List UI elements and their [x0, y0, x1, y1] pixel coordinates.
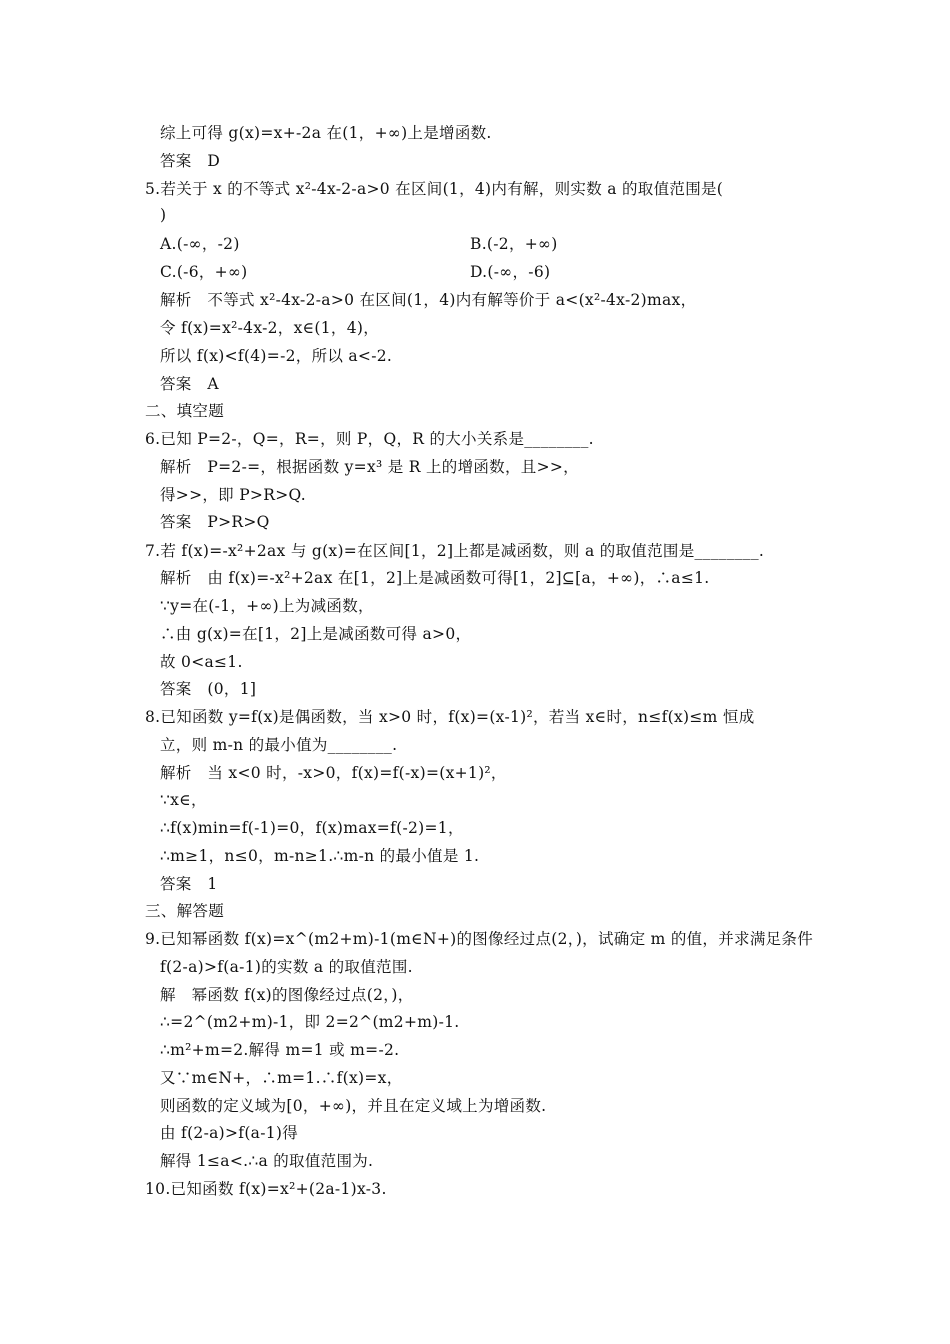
text-line: 所以 f(x)<f(4)=-2，所以 a<-2. [160, 347, 393, 365]
question-7: 7.若 f(x)=-x²+2ax 与 g(x)=在区间[1，2]上都是减函数，则 a 的取值范围是________. [145, 542, 765, 560]
text-line: ) [160, 206, 167, 224]
text-line: 故 0<a≤1. [160, 653, 243, 671]
text-line: 解得 1≤a<.∴a 的取值范围为. [160, 1152, 374, 1170]
text-line: 得>>，即 P>R>Q. [160, 486, 306, 504]
text-line: ∴f(x)min=f(-1)=0，f(x)max=f(-2)=1， [160, 819, 464, 837]
solution-line: 解 幂函数 f(x)的图像经过点(2，)， [160, 986, 414, 1004]
text-line: 由 f(2-a)>f(a-1)得 [160, 1124, 299, 1142]
question-5: 5.若关于 x 的不等式 x²-4x-2-a>0 在区间(1，4)内有解，则实数 a 的取值范围是( [145, 180, 724, 198]
analysis-line: 解析 不等式 x²-4x-2-a>0 在区间(1，4)内有解等价于 a<(x²-4x-2)max， [160, 291, 697, 309]
answer-line: 答案 (0，1] [160, 680, 257, 698]
question-10: 10.已知函数 f(x)=x²+(2a-1)x-3. [145, 1180, 387, 1198]
text-line: ∴m²+m=2.解得 m=1 或 m=-2. [160, 1041, 400, 1059]
question-6: 6.已知 P=2-，Q=，R=，则 P，Q，R 的大小关系是________. [145, 430, 594, 448]
answer-line: 答案 P>R>Q [160, 513, 270, 531]
text-line: f(2-a)>f(a-1)的实数 a 的取值范围. [160, 958, 413, 976]
text-line: 综上可得 g(x)=x+-2a 在(1，+∞)上是增函数. [160, 124, 492, 142]
section-heading: 二、填空题 [145, 402, 225, 420]
option-c: C.(-6，+∞) [160, 263, 248, 281]
analysis-line: 解析 P=2-=，根据函数 y=x³ 是 R 上的增函数，且>>， [160, 458, 579, 476]
question-8: 8.已知函数 y=f(x)是偶函数，当 x>0 时，f(x)=(x-1)²，若当 x∈时，n≤f(x)≤m 恒成 [145, 708, 755, 726]
text-line: ∵y=在(-1，+∞)上为减函数， [160, 597, 374, 615]
text-line: 立，则 m-n 的最小值为________. [160, 736, 398, 754]
text-line: ∴由 g(x)=在[1，2]上是减函数可得 a>0， [160, 625, 472, 643]
text-line: ∴m≥1，n≤0，m-n≥1.∴m-n 的最小值是 1. [160, 847, 480, 865]
question-9: 9.已知幂函数 f(x)=x^(m2+m)-1(m∈N+)的图像经过点(2，)，试确定 m 的值，并求满足条件 [145, 930, 814, 948]
option-d: D.(-∞，-6) [470, 263, 551, 281]
text-line: 又∵m∈N+，∴m=1.∴f(x)=x， [160, 1069, 403, 1087]
text-line: ∴=2^(m2+m)-1，即 2=2^(m2+m)-1. [160, 1013, 460, 1031]
section-heading: 三、解答题 [145, 902, 225, 920]
text-line: 令 f(x)=x²-4x-2，x∈(1，4)， [160, 319, 380, 337]
answer-line: 答案 A [160, 375, 219, 393]
answer-line: 答案 1 [160, 875, 218, 893]
answer-line: 答案 D [160, 152, 221, 170]
text-line: ∵x∈， [160, 791, 207, 809]
text-line: 则函数的定义域为[0，+∞)，并且在定义域上为增函数. [160, 1097, 547, 1115]
option-a: A.(-∞，-2) [160, 235, 240, 253]
analysis-line: 解析 当 x<0 时，-x>0，f(x)=f(-x)=(x+1)²， [160, 764, 507, 782]
analysis-line: 解析 由 f(x)=-x²+2ax 在[1，2]上是减函数可得[1，2]⊆[a，+∞)，∴a≤1. [160, 569, 710, 587]
option-b: B.(-2，+∞) [470, 235, 558, 253]
